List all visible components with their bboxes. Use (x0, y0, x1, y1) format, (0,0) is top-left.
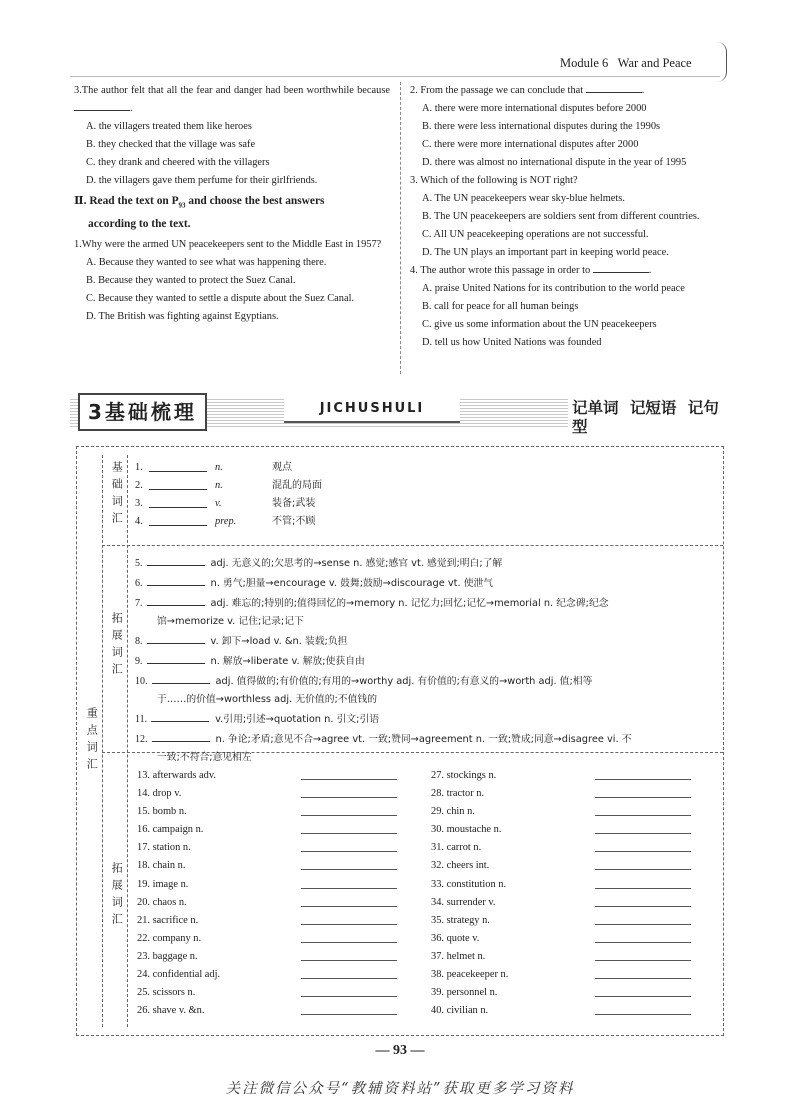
word-list-right (431, 767, 691, 1020)
answer-blank[interactable] (152, 671, 210, 684)
answer-line[interactable] (595, 912, 691, 925)
vocab-entry: 8. v. 卸下→load v. &n. 装载;负担 (135, 631, 715, 651)
question-stem: 1.Why were the armed UN peacekeepers sent to the Middle East in 1957? (74, 239, 382, 251)
label-key-vocab: 重点词汇 (85, 707, 99, 775)
column-divider (400, 82, 401, 374)
label-basic-vocab: 基础词汇 (110, 461, 124, 529)
answer-blank[interactable] (147, 553, 205, 566)
answer-line[interactable] (301, 785, 397, 798)
option: C. Because they wanted to settle a dispute about the Suez Canal. (86, 293, 355, 305)
question-stem: 2. From the passage we can conclude that . (410, 82, 726, 100)
word-item: 13. afterwards adv. (137, 767, 397, 785)
word-item: 36. quote v. (431, 930, 691, 948)
option: B. Because they wanted to protect the Suez Canal. (86, 275, 296, 287)
word-item: 23. baggage n. (137, 948, 397, 966)
answer-line[interactable] (301, 1002, 397, 1015)
word-item: 31. carrot n. (431, 839, 691, 857)
option: A. praise United Nations for its contribution to the world peace (422, 283, 685, 294)
divider (127, 455, 128, 1027)
vocab-entry: 12. n. 争论;矛盾;意见不合→agree vt. 一致;赞同→agreement n. 一致;赞成;同意→disagree vi. 不 一致;不符合;意见相左 (135, 729, 715, 767)
answer-line[interactable] (595, 930, 691, 943)
word-item: 37. helmet n. (431, 948, 691, 966)
answer-line[interactable] (595, 966, 691, 979)
word-item: 25. scissors n. (137, 984, 397, 1002)
answer-blank[interactable] (149, 459, 207, 472)
divider (102, 545, 723, 546)
running-header (560, 56, 692, 71)
word-item: 15. bomb n. (137, 803, 397, 821)
answer-line[interactable] (301, 930, 397, 943)
answer-line[interactable] (301, 821, 397, 834)
word-item: 14. drop v. (137, 785, 397, 803)
banner-pinyin: JICHUSHULI (284, 397, 460, 423)
answer-line[interactable] (301, 894, 397, 907)
word-item: 30. moustache n. (431, 821, 691, 839)
answer-line[interactable] (301, 876, 397, 889)
vocab-row: 2. n. 混乱的局面 (135, 477, 322, 495)
word-item: 28. tractor n. (431, 785, 691, 803)
vocabulary-box (76, 446, 724, 1036)
question-stem: 4. The author wrote this passage in order to . (410, 262, 726, 280)
option: C. they drank and cheered with the villagers (86, 157, 270, 168)
option: B. The UN peacekeepers are soldiers sent from different countries. (422, 211, 700, 222)
answer-line[interactable] (301, 912, 397, 925)
question-stem: 3. Which of the following is NOT right? (410, 175, 578, 186)
option: D. The British was fighting against Egyptians. (86, 311, 279, 323)
answer-line[interactable] (595, 876, 691, 889)
word-item: 26. shave v. &n. (137, 1002, 397, 1020)
module-title: War and Peace (617, 56, 692, 70)
answer-blank[interactable] (149, 513, 207, 526)
vocab-entry: 9. n. 解放→liberate v. 解放;使获自由 (135, 651, 715, 671)
answer-line[interactable] (595, 894, 691, 907)
vocab-entry: 7. adj. 难忘的;特别的;值得回忆的→memory n. 记忆力;回忆;记忆→memorial n. 纪念碑;纪念 馆→memorize v. 记住;记录;记下 (135, 593, 715, 631)
word-item: 34. surrender v. (431, 894, 691, 912)
word-item: 21. sacrifice n. (137, 912, 397, 930)
answer-line[interactable] (301, 803, 397, 816)
answer-line[interactable] (595, 767, 691, 780)
vocab-entry: 5. adj. 无意义的;欠思考的→sense n. 感觉;感官 vt. 感觉到;明白;了解 (135, 553, 715, 573)
word-item: 35. strategy n. (431, 912, 691, 930)
option: B. call for peace for all human beings (422, 301, 579, 312)
word-item: 33. constitution n. (431, 876, 691, 894)
answer-blank[interactable] (147, 593, 205, 606)
banner-slogan: 记单词 记短语 记句型 (568, 399, 730, 436)
word-item: 40. civilian n. (431, 1002, 691, 1020)
option: A. Because they wanted to see what was happening there. (86, 257, 327, 269)
vocab-row: 4. prep. 不管;不顾 (135, 513, 322, 531)
answer-line[interactable] (301, 839, 397, 852)
answer-blank[interactable] (147, 573, 205, 586)
answer-line[interactable] (301, 948, 397, 961)
answer-blank[interactable] (149, 477, 207, 490)
basic-vocab-list (135, 459, 322, 531)
option: C. All UN peacekeeping operations are not successful. (422, 229, 649, 240)
option: A. there were more international disputes before 2000 (422, 103, 647, 114)
option: A. The UN peacekeepers wear sky-blue helmets. (422, 193, 625, 204)
answer-line[interactable] (595, 821, 691, 834)
answer-blank[interactable] (152, 729, 210, 742)
word-item: 38. peacekeeper n. (431, 966, 691, 984)
word-list-left (137, 767, 397, 1020)
answer-line[interactable] (595, 839, 691, 852)
answer-line[interactable] (595, 1002, 691, 1015)
vocab-entry: 6. n. 勇气;胆量→encourage v. 鼓舞;鼓励→discourage vt. 使泄气 (135, 573, 715, 593)
right-column (410, 82, 726, 352)
answer-line[interactable] (595, 803, 691, 816)
word-item: 19. image n. (137, 876, 397, 894)
label-extended-vocab-2: 拓展词汇 (110, 862, 124, 930)
question-stem: 3.The author felt that all the fear and danger had been worthwhile because . (74, 85, 390, 114)
word-item: 24. confidential adj. (137, 966, 397, 984)
word-item: 18. chain n. (137, 857, 397, 875)
word-item: 29. chin n. (431, 803, 691, 821)
extended-vocab-list (135, 553, 715, 767)
header-rule (70, 76, 720, 77)
answer-line[interactable] (595, 984, 691, 997)
option: D. The UN plays an important part in keeping world peace. (422, 247, 669, 258)
footer-note: 关注微信公众号“教辅资料站”获取更多学习资料 (225, 1081, 575, 1097)
option: C. there were more international disputes after 2000 (422, 139, 639, 150)
answer-line[interactable] (301, 857, 397, 870)
page-number: — 93 — (375, 1043, 425, 1058)
option: D. there was almost no international dispute in the year of 1995 (422, 157, 687, 168)
vocab-row: 3. v. 装备;武装 (135, 495, 322, 513)
word-item: 32. cheers int. (431, 857, 691, 875)
word-item: 16. campaign n. (137, 821, 397, 839)
answer-line[interactable] (301, 966, 397, 979)
answer-line[interactable] (595, 948, 691, 961)
answer-line[interactable] (595, 857, 691, 870)
answer-line[interactable] (301, 984, 397, 997)
option: C. give us some information about the UN peacekeepers (422, 319, 657, 330)
vocab-entry: 10. adj. 值得做的;有价值的;有用的→worthy adj. 有价值的;有意义的→worth adj. 值;相等 于……的价值→worthless adj. 无价值的;不值钱的 (135, 671, 715, 709)
divider (102, 455, 103, 1027)
word-item: 22. company n. (137, 930, 397, 948)
vocab-entry: 11. v.引用;引述→quotation n. 引文;引语 (135, 709, 715, 729)
answer-blank[interactable] (147, 631, 205, 644)
left-column (74, 82, 390, 326)
answer-blank[interactable] (147, 651, 205, 664)
answer-line[interactable] (301, 767, 397, 780)
banner-title: 3基础梳理 (78, 393, 207, 431)
option: D. tell us how United Nations was founded (422, 337, 602, 348)
module-label: Module 6 (560, 56, 609, 70)
answer-line[interactable] (595, 785, 691, 798)
section-heading: Ⅱ. Read the text on $P_{93}$ and choose the best answers according to the text. (74, 195, 325, 231)
word-item: 39. personnel n. (431, 984, 691, 1002)
option: D. the villagers gave them perfume for their girlfriends. (86, 175, 318, 186)
answer-blank[interactable] (151, 709, 209, 722)
word-item: 27. stockings n. (431, 767, 691, 785)
section-banner (70, 393, 730, 436)
label-extended-vocab: 拓展词汇 (110, 612, 124, 680)
vocab-row: 1. n. 观点 (135, 459, 322, 477)
word-item: 20. chaos n. (137, 894, 397, 912)
option: B. they checked that the village was safe (86, 139, 256, 150)
answer-blank[interactable] (149, 495, 207, 508)
option: A. the villagers treated them like heroes (86, 121, 252, 132)
option: B. there were less international disputes during the 1990s (422, 121, 661, 132)
word-item: 17. station n. (137, 839, 397, 857)
